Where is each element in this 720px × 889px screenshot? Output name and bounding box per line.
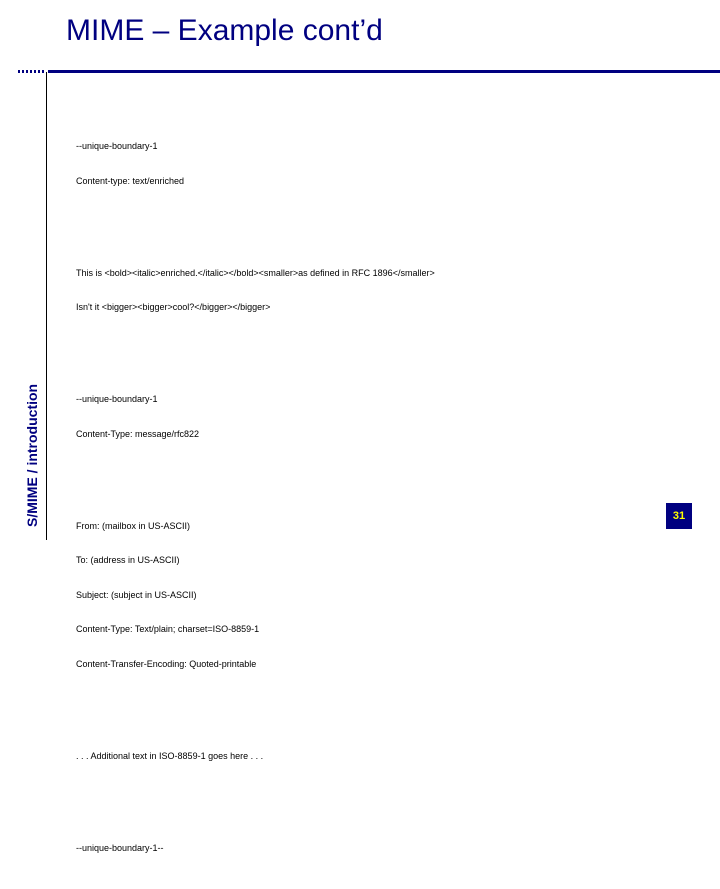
mime-block-enriched-text	[76, 245, 435, 337]
section-side-label: S/MIME / introduction	[24, 383, 40, 527]
mime-block-additional-text	[76, 728, 435, 786]
mime-line: Subject: (subject in US-ASCII)	[76, 589, 197, 600]
mime-block-headers	[76, 498, 435, 694]
mime-block-boundary-2	[76, 371, 435, 463]
mime-line: Content-type: text/enriched	[76, 175, 185, 186]
mime-line: Content-Type: message/rfc822	[76, 428, 200, 439]
page-number-badge: 31	[666, 503, 692, 529]
mime-line: From: (mailbox in US-ASCII)	[76, 520, 191, 531]
left-margin-rule	[46, 72, 47, 540]
mime-line: To: (address in US-ASCII)	[76, 555, 180, 565]
mime-line: --unique-boundary-1	[76, 141, 158, 151]
slide-title: MIME – Example cont’d	[66, 14, 383, 47]
mime-line: Content-Type: Text/plain; charset=ISO-8859-1	[76, 624, 260, 634]
title-dotted-accent	[18, 70, 46, 73]
mime-line: --unique-boundary-1	[76, 394, 158, 404]
mime-example-body	[76, 95, 435, 889]
mime-line: This is <bold><italic>enriched.</italic></bold><smaller>as defined in RFC 1896</smaller>	[76, 267, 435, 278]
title-underline	[48, 70, 720, 73]
mime-line: Content-Transfer-Encoding: Quoted-printable	[76, 658, 257, 669]
mime-line: Isn't it <bigger><bigger>cool?</bigger></bigger>	[76, 302, 271, 312]
mime-line: . . . Additional text in ISO-8859-1 goes here . . .	[76, 750, 264, 761]
mime-block-boundary-1	[76, 118, 435, 210]
mime-line: --unique-boundary-1--	[76, 842, 164, 853]
mime-block-closing-boundary	[76, 820, 435, 878]
